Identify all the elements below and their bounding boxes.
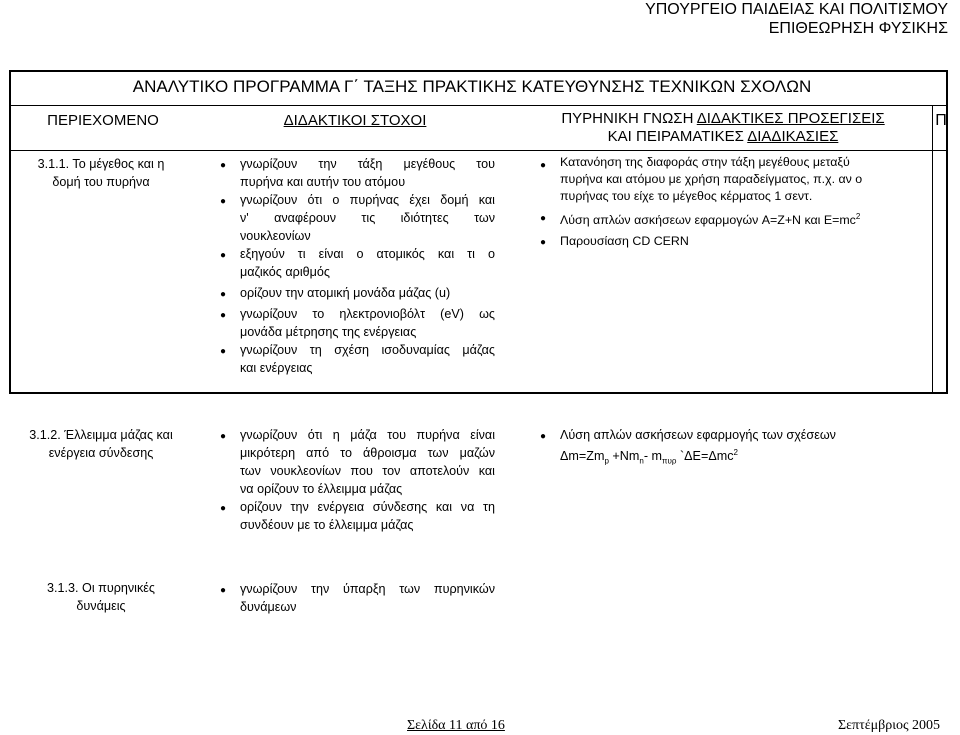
bullet-icon: ● bbox=[220, 585, 227, 596]
core-item: Λύση απλών ασκήσεων εφαρμογών A=Z+N και $E=mc^2$ bbox=[560, 212, 861, 228]
title-divider bbox=[9, 105, 948, 106]
core-item: Παρουσίαση CD CERN bbox=[560, 234, 689, 248]
bullet-icon: ● bbox=[540, 160, 547, 171]
header-inspectorate: ΕΠΙΘΕΩΡΗΣΗ ΦΥΣΙΚΗΣ bbox=[768, 20, 948, 37]
col-header-core: ΠΥΡΗΝΙΚΗ ΓΝΩΣΗ ΔΙΔΑΚΤΙΚΕΣ ΠΡΟΣΕΓΙΣΕΙΣ ΚΑΙ ΠΕΙΡΑΜΑΤΙΚΕΣ ΔΙΑΔΙΚΑΣΙΕΣ bbox=[561, 110, 885, 145]
bullet-icon: ● bbox=[540, 213, 547, 224]
header-ministry: ΥΠΟΥΡΓΕΙΟ ΠΑΙΔΕΙΑΣ ΚΑΙ ΠΟΛΙΤΙΣΜΟΥ bbox=[645, 1, 948, 18]
content-3-1-2: 3.1.2. Έλλειμμα μάζας και ενέργεια σύνδεσης bbox=[29, 428, 173, 460]
col4-border bbox=[932, 105, 933, 394]
content-3-1-3: 3.1.3. Οι πυρηνικές δυνάμεις bbox=[47, 581, 155, 613]
objective-item: γνωρίζουν την ύπαρξη των πυρηνικών δυνάμεων bbox=[240, 582, 495, 614]
bullet-icon: ● bbox=[540, 431, 547, 442]
table-title: ΑΝΑΛΥΤΙΚΟ ΠΡΟΓΡΑΜΜΑ Γ΄ ΤΑΞΗΣ ΠΡΑΚΤΙΚΗΣ ΚΑΤΕΥΘΥΝΣΗΣ ΤΕΧΝΙΚΩΝ ΣΧΟΛΩΝ bbox=[132, 77, 812, 96]
col-header-objectives: ΔΙΔΑΚΤΙΚΟΙ ΣΤΟΧΟΙ bbox=[283, 112, 427, 129]
bullet-icon: ● bbox=[220, 503, 227, 514]
content-3-1-1: 3.1.1. Το μέγεθος και η δομή του πυρήνα bbox=[37, 157, 165, 189]
bullet-icon: ● bbox=[220, 310, 227, 321]
objective-item: ορίζουν την ενέργεια σύνδεσης και να τη συνδέουν με το έλλειμμα μάζας bbox=[240, 500, 495, 532]
footer-date: Σεπτέμβριος 2005 bbox=[838, 718, 941, 733]
bullet-icon: ● bbox=[220, 346, 227, 357]
col-header-content: ΠΕΡΙΕΧΟΜΕΝΟ bbox=[47, 112, 159, 129]
col-header-p: Π bbox=[935, 112, 947, 129]
core-item: Λύση απλών ασκήσεων εφαρμογής των σχέσεων $\Delta m=Zm_p +Nm_n-$ $m_{\pi\upsilon\rho}$ `ΔΕ=Δmc$^2$ bbox=[560, 428, 836, 466]
bullet-icon: ● bbox=[220, 431, 227, 442]
bullet-icon: ● bbox=[220, 196, 227, 207]
bullet-icon: ● bbox=[220, 289, 227, 300]
header-divider bbox=[9, 150, 948, 151]
bullet-icon: ● bbox=[220, 160, 227, 171]
objective-item: γνωρίζουν τη σχέση ισοδυναμίας μάζας και ενέργειας bbox=[240, 343, 495, 375]
objective-item: γνωρίζουν την τάξη μεγέθους του πυρήνα και αυτήν του ατόμου bbox=[240, 157, 495, 189]
objective-item: γνωρίζουν ότι η μάζα του πυρήνα είναι μικρότερη από το άθροισμα των μαζών των νουκλεονίων που τον αποτελούν και να ορίζουν το έλλειμμα μάζας bbox=[240, 428, 495, 496]
page-number: Σελίδα 11 από 16 bbox=[407, 718, 505, 733]
objective-item: γνωρίζουν ότι ο πυρήνας έχει δομή και ν' αναφέρουν τις ιδιότητες των νουκλεονίων bbox=[240, 193, 495, 243]
objective-item: ορίζουν την ατομική μονάδα μάζας (u) bbox=[240, 286, 451, 300]
bullet-icon: ● bbox=[540, 237, 547, 248]
objective-item: γνωρίζουν το ηλεκτρονιοβόλτ (eV) ως μονάδα μέτρησης της ενέργειας bbox=[240, 307, 495, 339]
objective-item: εξηγούν τι είναι ο ατομικός και τι ο μαζικός αριθμός bbox=[240, 247, 495, 279]
bullet-icon: ● bbox=[220, 250, 227, 261]
core-item: Κατανόηση της διαφοράς στην τάξη μεγέθους μεταξύ πυρήνα και ατόμου με χρήση παραδείγματος, π.χ. αν ο πυρήνας του είχε το μέγεθος κέρματος 1 σεντ. bbox=[560, 155, 863, 203]
